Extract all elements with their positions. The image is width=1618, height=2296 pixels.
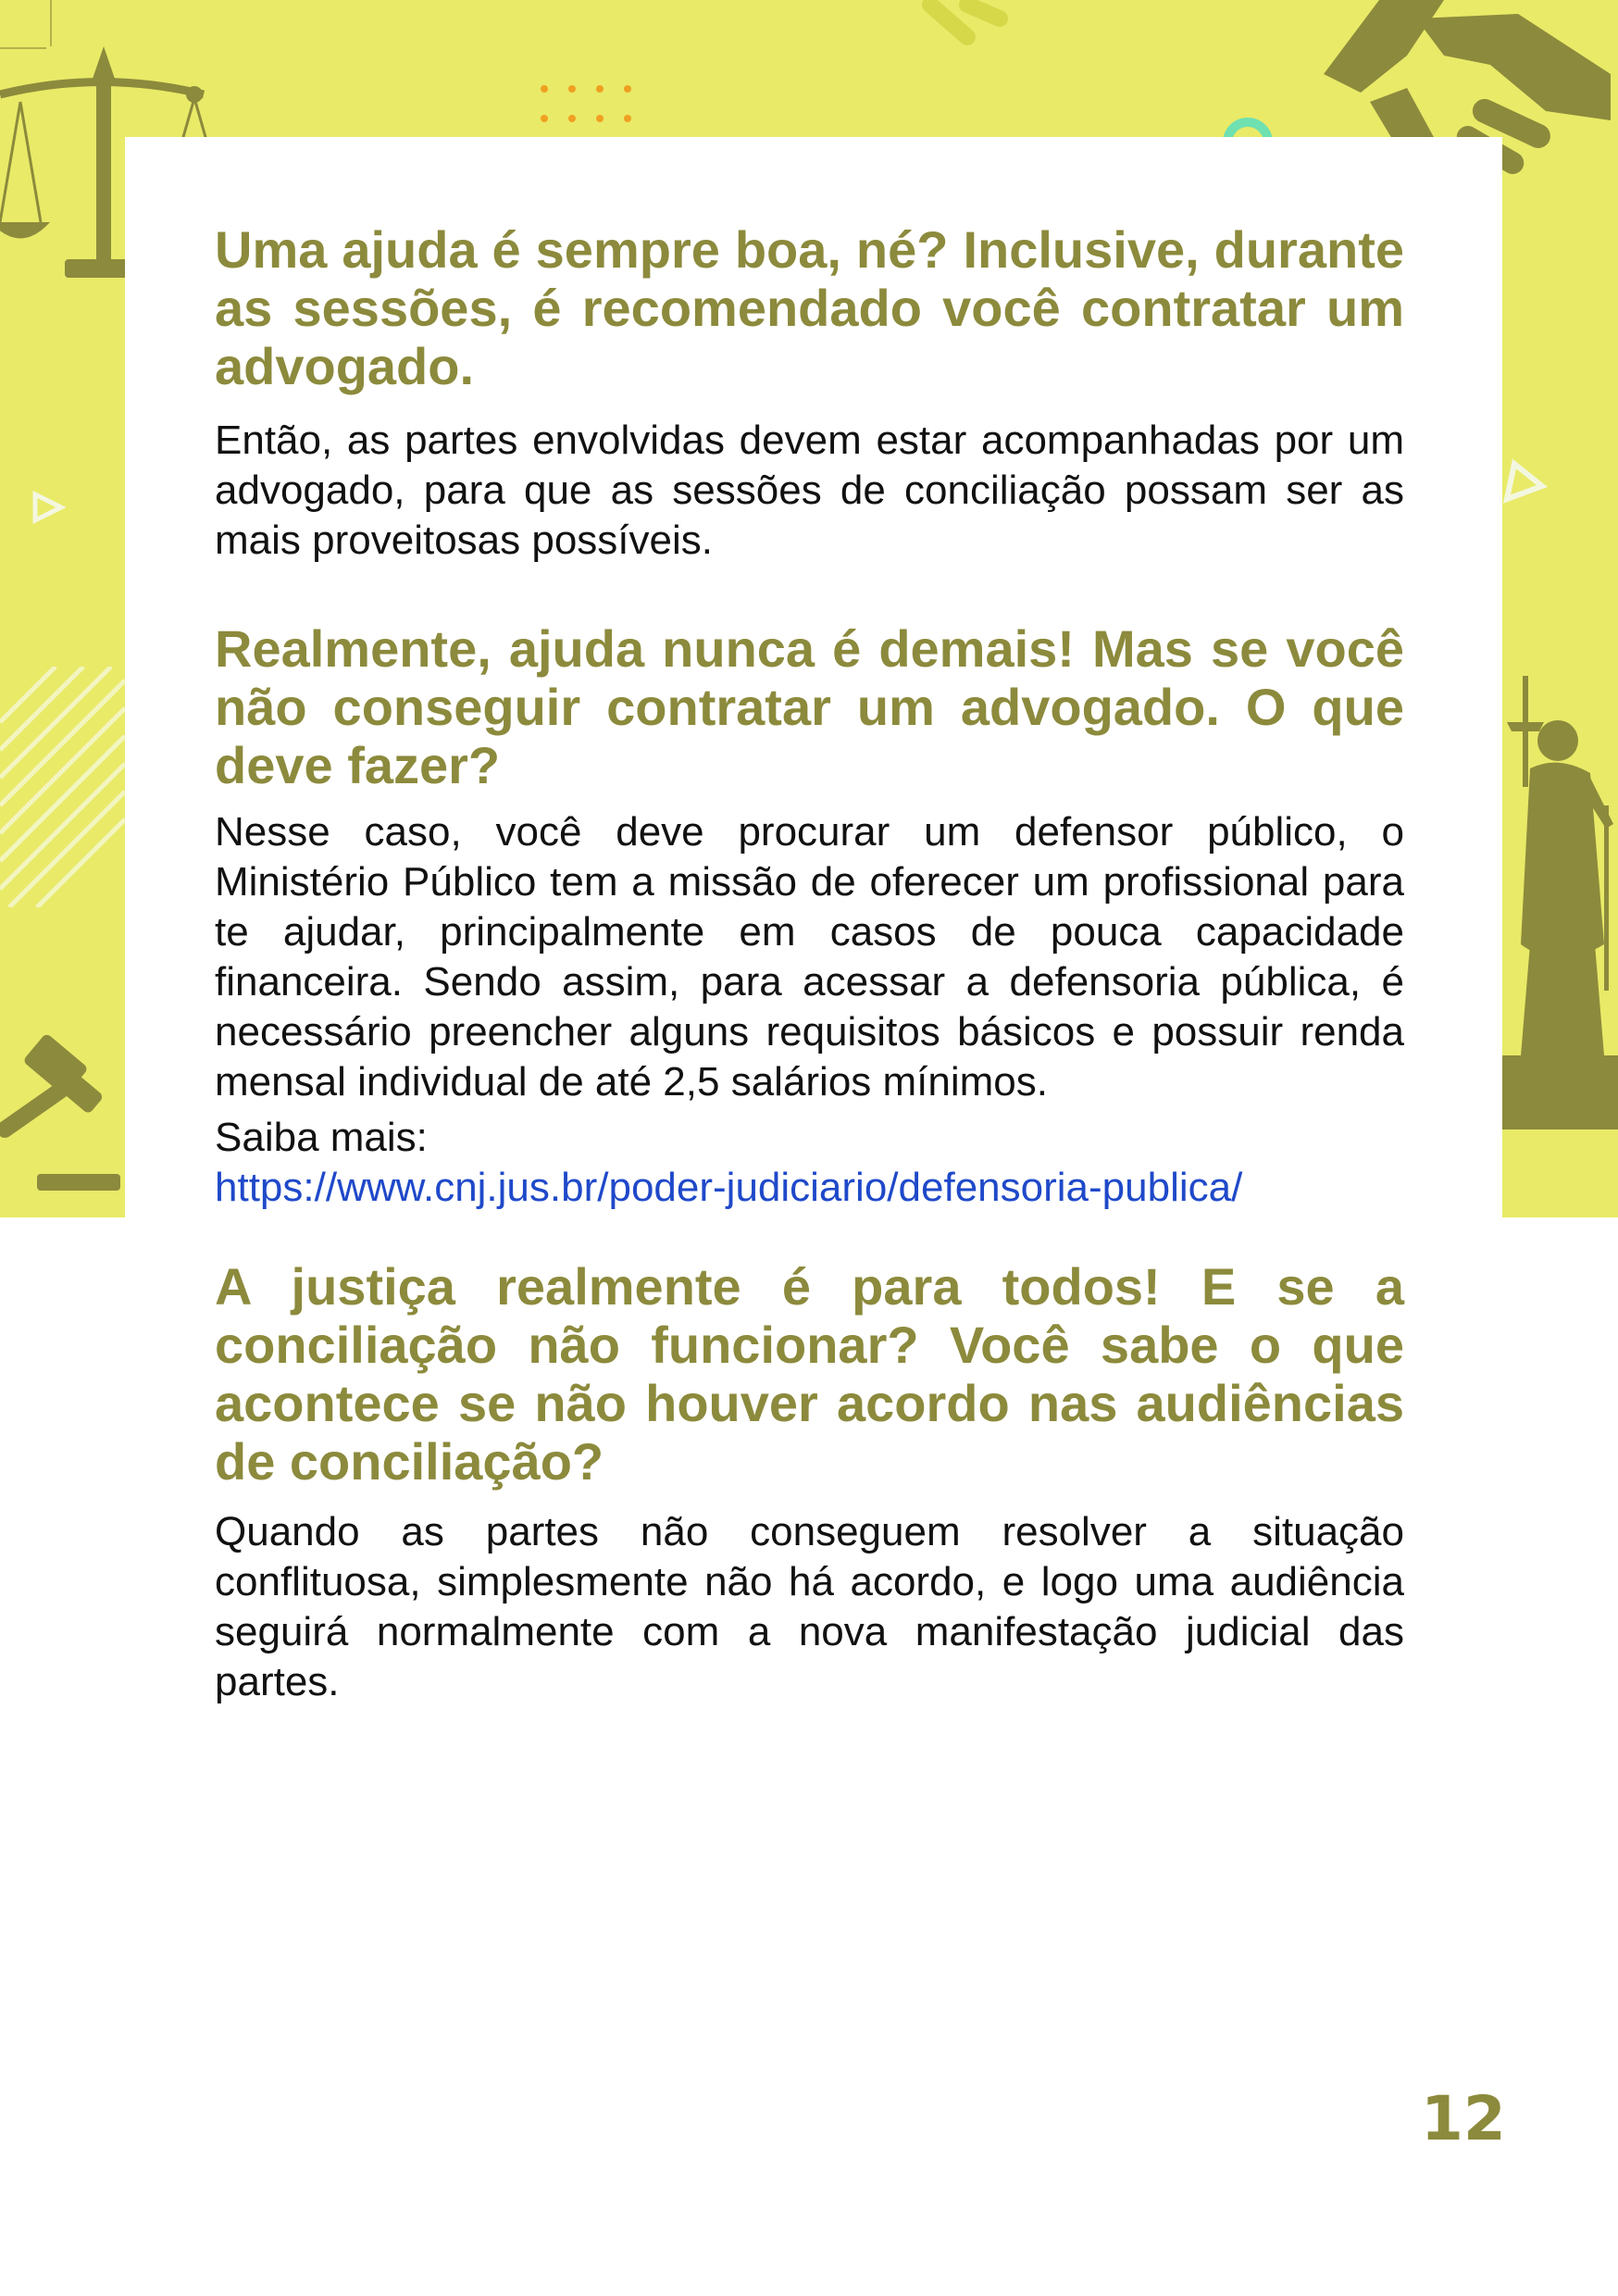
dot-grid-icon xyxy=(539,81,641,128)
lady-justice-icon xyxy=(1502,667,1618,1129)
defensoria-link[interactable]: https://www.cnj.jus.br/poder-judiciario/defensoria-publica/ xyxy=(215,1165,1243,1210)
page-content xyxy=(215,220,1404,1707)
triangle-icon xyxy=(1501,458,1548,505)
read-more-label: Saiba mais: xyxy=(215,1115,428,1160)
stripes-pattern xyxy=(0,667,125,907)
section-2-question: Realmente, ajuda nunca é demais! Mas se você não conseguir contratar um advogado. O que deve fazer? xyxy=(215,619,1404,794)
page-number: 12 xyxy=(1421,2083,1506,2154)
section-3-question: A justiça realmente é para todos! E se a conciliação não funcionar? Você sabe o que acontece se não houver acordo nas audiências de conciliação? xyxy=(215,1257,1404,1491)
section-3-answer: Quando as partes não conseguem resolver a situação conflituosa, simplesmente não há acordo, e logo uma audiência seguirá normalmente com a nova manifestação judicial das partes. xyxy=(215,1509,1404,1704)
section-1-question: Uma ajuda é sempre boa, né? Inclusive, durante as sessões, é recomendado você contratar um advogado. xyxy=(215,220,1404,395)
section-2-answer: Nesse caso, você deve procurar um defensor público, o Ministério Público tem a missão de oferecer um profissional para te ajudar, principalmente em casos de pouca capacidade financeira. Sendo assim, para acessar a defensoria pública, é necessário preencher alguns requisitos básicos e possuir renda mensal individual de até 2,5 salários mínimos. xyxy=(215,809,1404,1104)
section-1-answer: Então, as partes envolvidas devem estar acompanhadas por um advogado, para que as sessões de conciliação possam ser as mais proveitosas possíveis. xyxy=(215,418,1404,563)
cross-shape-icon xyxy=(912,0,1014,56)
crop-mark-icon xyxy=(0,0,56,56)
triangle-icon xyxy=(30,489,67,526)
gavel-icon xyxy=(0,1028,125,1204)
